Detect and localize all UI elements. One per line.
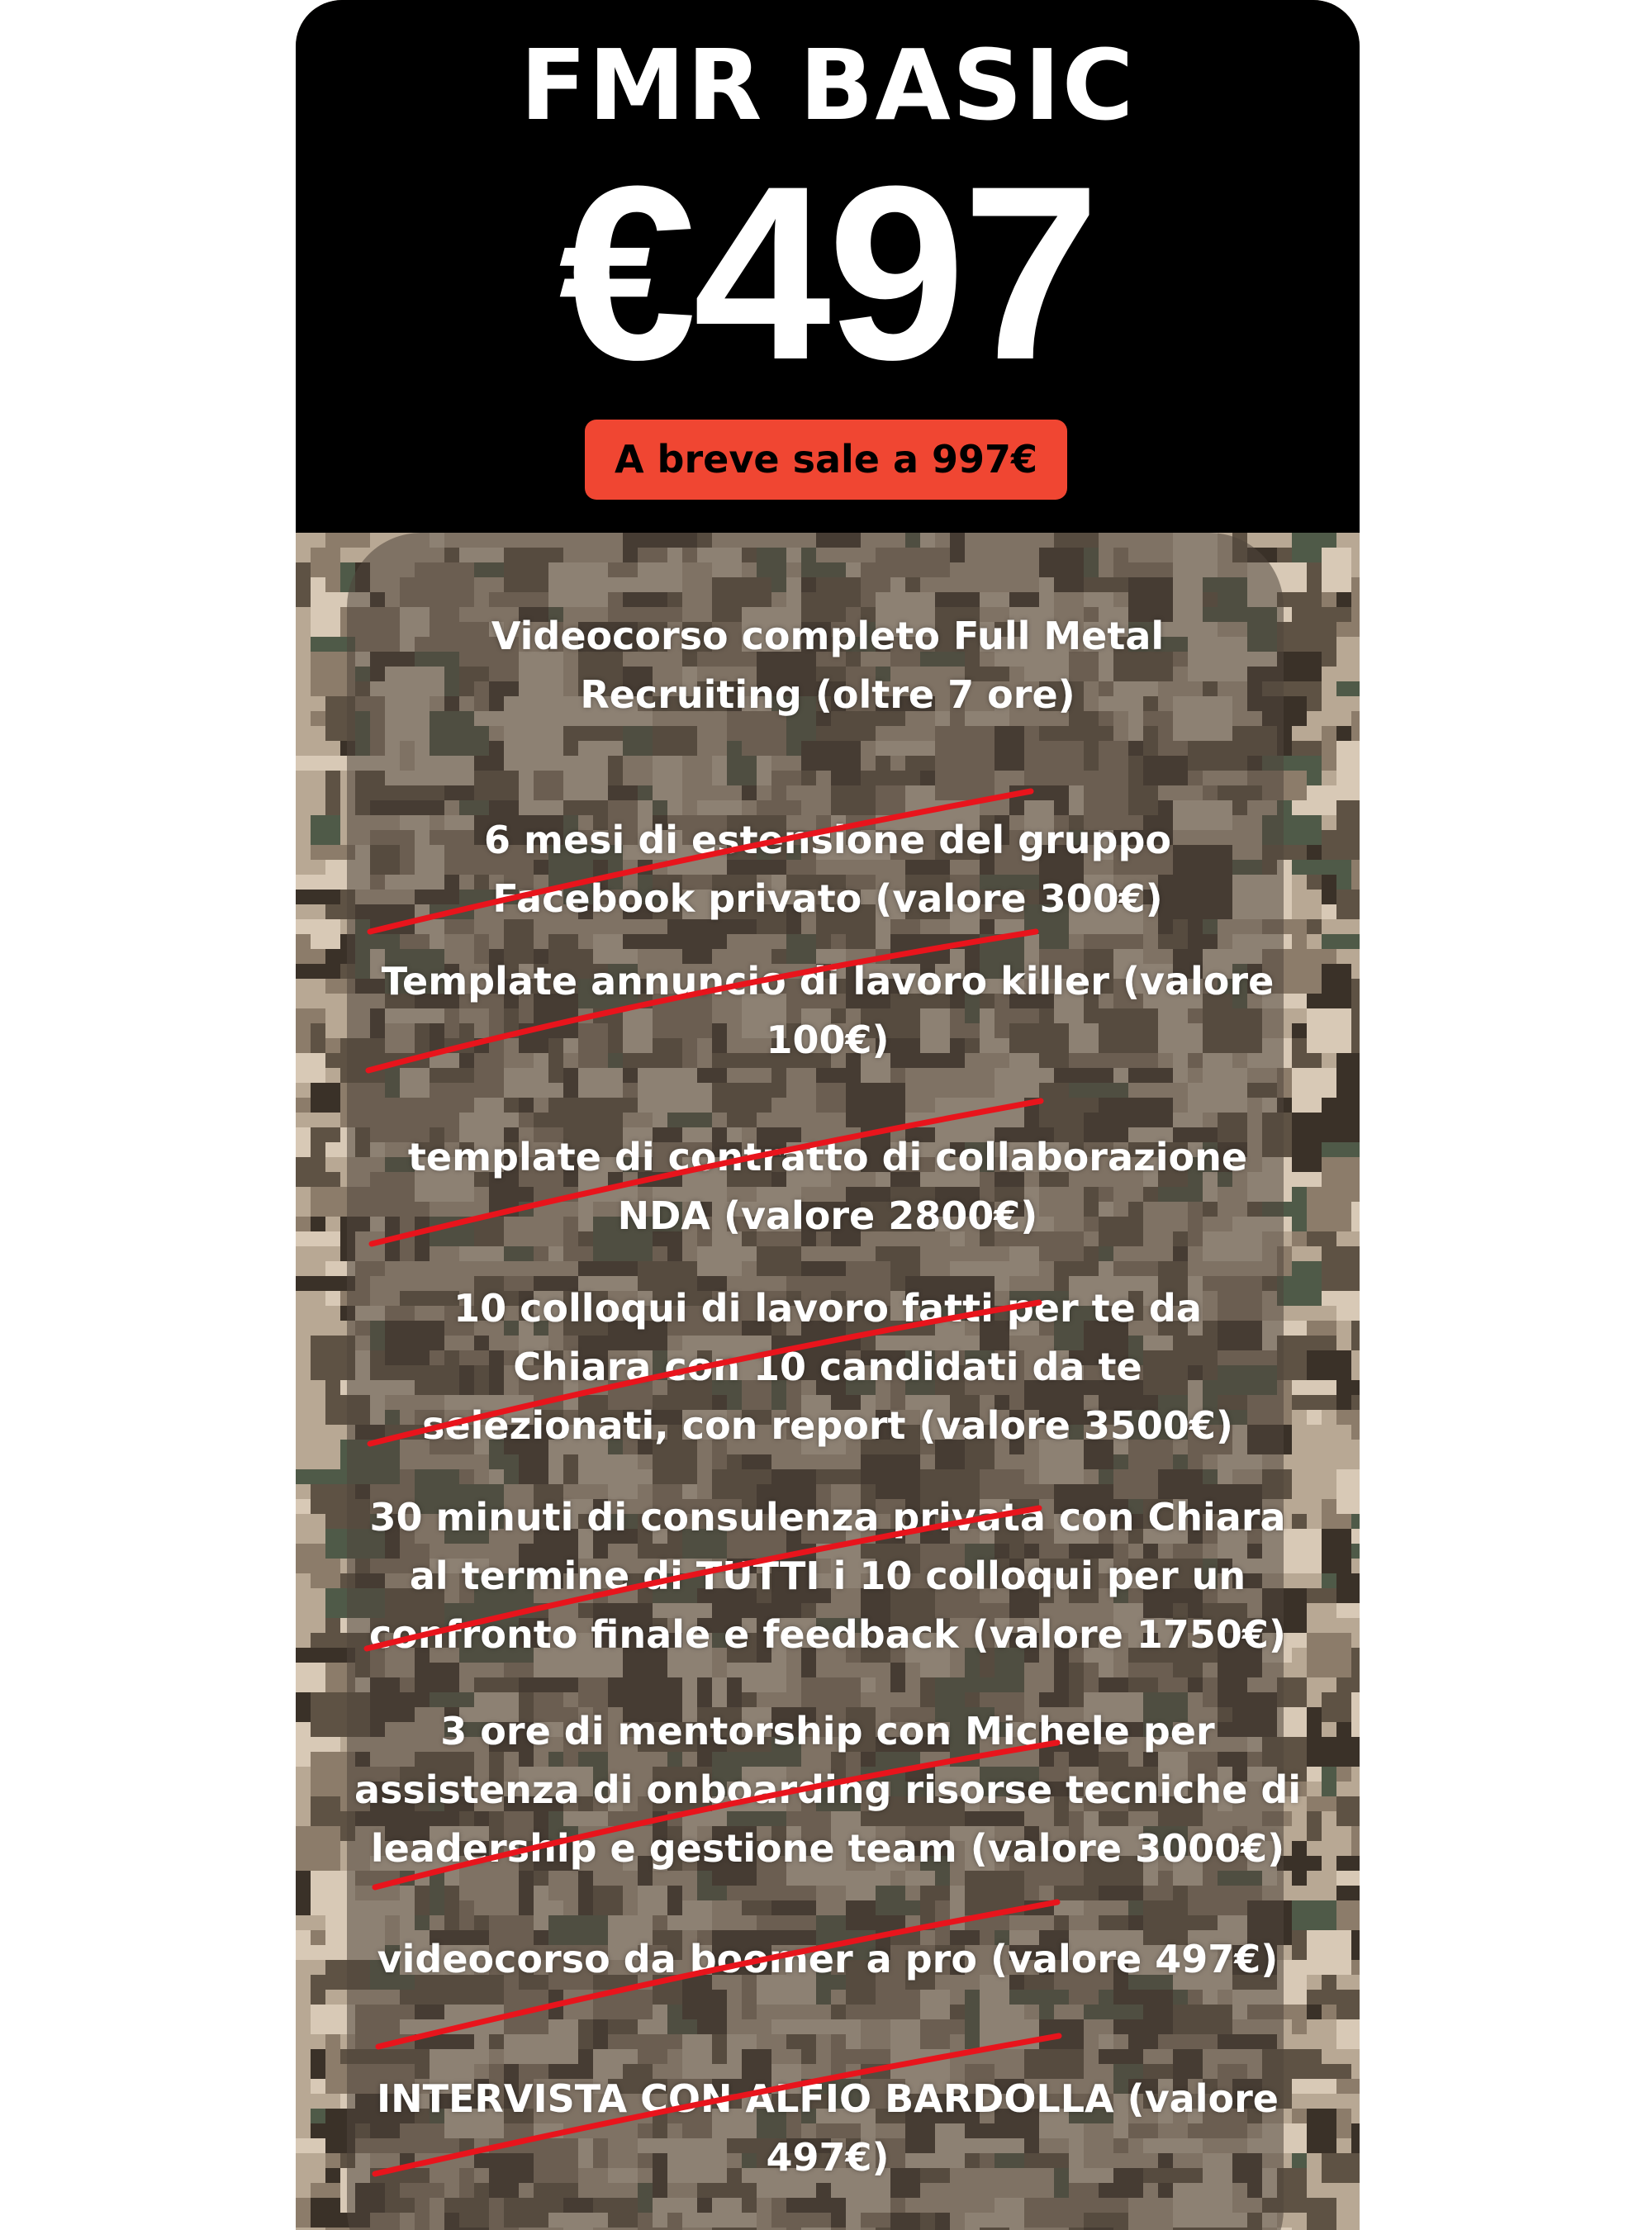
feature-text: 10 colloqui di lavoro fatti per te da Chiara con 10 candidati da te selezionati, con report (valore 3500€)	[422, 1286, 1233, 1448]
camo-pixel	[325, 533, 370, 548]
feature-item-interviews	[296, 1279, 1360, 1455]
feature-text: 30 minuti di consulenza privata con Chiara al termine di TUTTI i 10 colloqui per un confronto finale e feedback (valore 1750€)	[369, 1495, 1286, 1657]
feature-item-videocorso	[296, 607, 1360, 724]
camo-pixel	[296, 1098, 311, 1113]
feature-item-mentorship	[296, 1702, 1360, 1878]
camo-pixel	[1336, 1900, 1360, 1930]
feature-item-boomer-course	[296, 1930, 1360, 1989]
camo-pixel	[325, 2034, 340, 2064]
camo-pixel	[296, 577, 311, 607]
camo-pixel	[311, 1083, 340, 1113]
feature-item-consulting	[296, 1488, 1360, 1664]
camo-pixel	[311, 934, 340, 949]
camo-pixel	[1336, 2019, 1360, 2049]
camo-pixel	[1322, 2005, 1336, 2019]
feature-item-nda-template	[296, 1128, 1360, 1245]
camo-pixel	[325, 771, 340, 815]
camo-pixel	[1322, 934, 1360, 949]
pricing-card	[296, 0, 1360, 2230]
feature-text: INTERVISTA CON ALFIO BARDOLLA (valore 497€)	[377, 2076, 1279, 2180]
feature-text: Template annuncio di lavoro killer (valore 100€)	[381, 959, 1275, 1062]
feature-item-interview-bardolla	[296, 2070, 1360, 2187]
camo-pixel	[1336, 592, 1351, 607]
camo-pixel	[296, 1663, 325, 1692]
price-increase-badge: A breve sale a 997€	[585, 420, 1067, 500]
feature-text: 6 mesi di estensione del gruppo Facebook privato (valore 300€)	[484, 818, 1171, 921]
feature-item-job-ad-template	[296, 952, 1360, 1070]
camo-pixel	[1292, 1900, 1336, 1930]
feature-text: 3 ore di mentorship con Michele per assistenza di onboarding risorse tecniche di leadership e gestione team (valore 3000€)	[354, 1709, 1302, 1871]
feature-text: Videocorso completo Full Metal Recruiting (oltre 7 ore)	[491, 614, 1165, 717]
plan-title: FMR BASIC	[520, 28, 1136, 142]
feature-text: template di contratto di collaborazione NDA (valore 2800€)	[407, 1135, 1248, 1238]
camo-pixel	[1322, 548, 1351, 592]
plan-price: €497	[558, 134, 1097, 411]
camo-pixel	[1307, 2198, 1336, 2230]
camo-pixel	[1336, 771, 1360, 800]
feature-text: videocorso da boomer a pro (valore 497€)	[377, 1937, 1279, 1981]
camo-pixel	[1322, 726, 1336, 771]
feature-item-facebook-group	[296, 811, 1360, 928]
pricing-header	[296, 0, 1360, 533]
